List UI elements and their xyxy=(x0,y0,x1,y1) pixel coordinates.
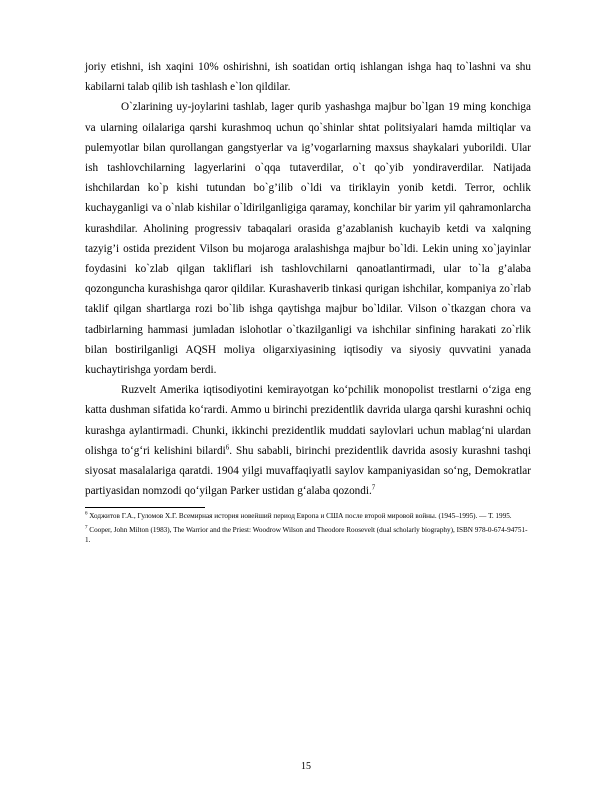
footnote-6-mark: 6 xyxy=(85,512,88,518)
paragraph-3-tail: . Shu sababli, birinchi prezidentlik davrida asosiy kurashni tashqi siyosat masalalariga qaratdi. 1904 yilgi muvaffaqiyatli saylov kampaniyasidan so‘ng, Demokratlar partiyasidan nomzodi qo‘yilgan Parker ustidan g‘alaba qozondi. xyxy=(85,444,531,498)
footnote-7-mark: 7 xyxy=(85,525,88,531)
paragraph-2-text: O`zlarining uy-joylarini tashlab, lager qurib yashashga majbur bo`lgan 19 ming konchiga va ularning oilalariga qarshi kurashmoq uchun qo`shinlar shtat politsiyalari hamda miltiqlar va pulemyotlar bilan qurollangan gangstyerlar va ig’vogarlarning maxsus shaykalari yuborildi. Ular ish tashlovchilarning lagyerlarini o`qqa tutaverdilar, o`t qo`yib yondiraverdilar. Natijada ishchilardan ko`p kishi tutundan bo`g’ilib o`ldi va tiriklayin yonib ketdi. Terror, ochlik kuchayganligi va o`nlab kishilar o`ldirilganligiga qaramay, konchilar bir yarim yil qahramonlarcha kurashdilar. Aholining progressiv tabaqalari orasida g’azablanish kuchayib ketdi va xalqning tazyig’i ostida prezident Vilson bu mojaroga aralashishga majbur bo`ldi. Lekin uning xo`jayinlar foydasini ko`zlab qilgan takliflari ish tashlovchilarni qanoatlantirmadi, ular to`la g’alaba qozonguncha kurashishga qaror qildilar. Kurashaverib tinkasi qurigan ishchilar, kompaniya zo`rlab taklif qilgan shartlarga rozi bo`lib ishga qaytishga majbur bo`ldilar. Vilson o`tkazgan chora va tadbirlarning hammasi jumladan islohotlar o`tkazilganligi va ishchilar sinfining harakati zo`rlik bilan bostirilganligi AQSH moliya oligarxiyasining iqtisodiy va siyosiy quvvatini yanada kuchaytirishga yordam berdi. xyxy=(85,101,531,377)
paragraph-1-text: joriy etishni, ish xaqini 10% oshirishni, ish soatidan ortiq ishlangan ishga haq to`lashni va shu kabilarni talab qilib ish tashlash e`lon qildilar. xyxy=(85,61,531,94)
footnote-ref-7[interactable]: 7 xyxy=(371,483,376,492)
paragraph-1 xyxy=(85,57,531,97)
page-number: 15 xyxy=(301,761,311,772)
document-page xyxy=(85,57,531,549)
paragraph-3-text: Ruzvelt Amerika iqtisodiyotini kemirayotgan ko‘pchilik monopolist trestlarni o‘ziga eng katta dushman sifatida ko‘rardi. Ammo u birinchi prezidentlik davrida ularga qarshi kurashni ochiq kurashga aylantirmadi. Chunki, ikkinchi prezidentlik muddati saylovlari uchun mablag‘ni ulardan olishga to‘g‘ri kelishini bilardi xyxy=(85,384,531,457)
footnote-6-text: Ходжитов Г.А., Гуломов Х.Г. Всемирная история новейший период Европа и США после второй мировой войны. (1945–1995). — Т. 1995. xyxy=(89,512,512,521)
paragraph-3 xyxy=(85,380,531,501)
footnote-6 xyxy=(85,511,531,521)
footnote-7 xyxy=(85,525,531,546)
footnote-separator xyxy=(85,507,205,508)
paragraph-2 xyxy=(85,97,531,380)
footnote-7-text: Cooper, John Milton (1983), The Warrior and the Priest: Woodrow Wilson and Theodore Roosevelt (dual scholarly biography), ISBN 978-0-674-94751-1. xyxy=(85,525,528,545)
footnote-ref-6[interactable]: 6 xyxy=(225,443,230,452)
